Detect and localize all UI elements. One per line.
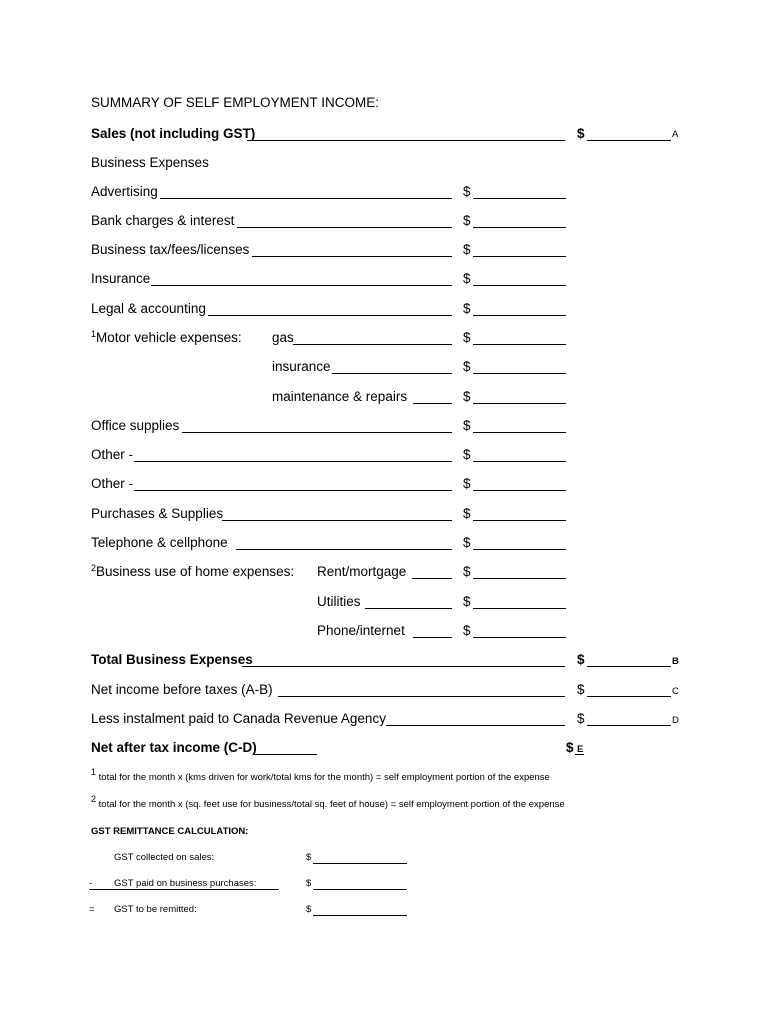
expense-home-rent-line (412, 578, 452, 579)
instalment-label: Less instalment paid to Canada Revenue Agency (91, 711, 386, 726)
instalment-dollar: $ (577, 711, 585, 726)
expense-motor-maintenance-dollar: $ (463, 389, 471, 404)
expense-home-rent-dollar: $ (463, 564, 471, 579)
gst-paid-label: GST paid on business purchases: (114, 878, 257, 889)
expense-tax-label: Business tax/fees/licenses (91, 242, 250, 257)
expense-advertising-amount[interactable] (473, 198, 566, 199)
expense-motor-maintenance-line (413, 403, 452, 404)
total-expenses-label: Total Business Expenses (91, 652, 253, 667)
footnote-2: $^2$ total for the month x (sq. feet use for business/total sq. feet of house) = self employment portion of the expense (91, 794, 565, 810)
expense-tax-amount[interactable] (473, 256, 566, 257)
expense-motor-insurance-label: insurance (272, 359, 331, 374)
net-after-tax-line (254, 754, 317, 755)
expense-other1-line[interactable] (134, 461, 452, 462)
instalment-line (386, 725, 565, 726)
sales-label: Sales (not including GST) (91, 126, 256, 141)
expense-bank-dollar: $ (463, 213, 471, 228)
expense-telephone-dollar: $ (463, 535, 471, 550)
footnote-1: $^1$ total for the month x (kms driven for work/total kms for the month) = self employment portion of the expense (91, 767, 550, 783)
expense-legal-dollar: $ (463, 301, 471, 316)
net-after-tax-label: Net after tax income (C-D) (91, 740, 257, 755)
instalment-amount[interactable] (587, 725, 671, 726)
net-before-tax-code: C (672, 686, 679, 697)
gst-paid-dollar: $ (306, 878, 312, 889)
expense-home-utilities-label: Utilities (317, 594, 361, 609)
expense-telephone-amount[interactable] (473, 549, 566, 550)
expense-legal-amount[interactable] (473, 315, 566, 316)
expense-insurance-line (151, 285, 452, 286)
net-before-tax-label: Net income before taxes (A-B) (91, 682, 273, 697)
expense-home-rent-amount[interactable] (473, 578, 566, 579)
expense-home-phone-dollar: $ (463, 623, 471, 638)
instalment-code: D (672, 715, 679, 726)
expense-motor-maintenance-label: maintenance & repairs (272, 389, 408, 404)
net-after-tax-dollar: $ (566, 740, 574, 755)
expense-insurance-dollar: $ (463, 271, 471, 286)
expense-home-utilities-dollar: $ (463, 594, 471, 609)
expense-motor-label: $^1$Motor vehicle expenses: (91, 329, 242, 345)
business-expenses-heading: Business Expenses (91, 155, 209, 170)
net-before-tax-line (278, 696, 565, 697)
expense-motor-insurance-dollar: $ (463, 359, 471, 374)
expense-purchases-amount[interactable] (473, 520, 566, 521)
gst-remit-prefix: = (89, 904, 95, 915)
expense-other1-label: Other - (91, 447, 134, 462)
net-before-tax-amount[interactable] (587, 696, 671, 697)
page-title: SUMMARY OF SELF EMPLOYMENT INCOME: (91, 95, 380, 110)
expense-home-label: $^2$Business use of home expenses: (91, 563, 295, 579)
expense-advertising-label: Advertising (91, 184, 158, 199)
expense-other2-line[interactable] (134, 490, 452, 491)
gst-collected-dollar: $ (306, 852, 312, 863)
expense-telephone-label: Telephone & cellphone (91, 535, 228, 550)
expense-legal-line (208, 315, 452, 316)
expense-other1-dollar: $ (463, 447, 471, 462)
gst-collected-label: GST collected on sales: (114, 852, 215, 863)
expense-bank-amount[interactable] (473, 227, 566, 228)
total-expenses-amount[interactable] (587, 666, 671, 667)
expense-home-utilities-amount[interactable] (473, 608, 566, 609)
expense-office-amount[interactable] (473, 432, 566, 433)
sales-code: A (672, 129, 679, 140)
expense-home-phone-amount[interactable] (473, 637, 566, 638)
expense-motor-gas-line (293, 344, 452, 345)
net-after-tax-code: E (577, 744, 584, 755)
sales-amount-field[interactable] (587, 140, 671, 141)
expense-insurance-amount[interactable] (473, 285, 566, 286)
gst-collected-amount[interactable] (313, 863, 407, 864)
expense-bank-label: Bank charges & interest (91, 213, 235, 228)
expense-home-phone-line (413, 637, 452, 638)
expense-advertising-line (160, 198, 452, 199)
sales-dollar: $ (577, 126, 585, 141)
expense-other2-dollar: $ (463, 476, 471, 491)
gst-remitted-amount[interactable] (313, 915, 407, 916)
gst-remitted-dollar: $ (306, 904, 312, 915)
total-expenses-dollar: $ (577, 652, 585, 667)
gst-remitted-label: GST to be remitted: (114, 904, 197, 915)
expense-home-utilities-line (365, 608, 452, 609)
gst-paid-prefix: - (89, 878, 93, 889)
total-expenses-line (242, 666, 565, 667)
expense-motor-gas-dollar: $ (463, 330, 471, 345)
gst-paid-amount[interactable] (313, 889, 407, 890)
expense-insurance-label: Insurance (91, 271, 151, 286)
expense-tax-dollar: $ (463, 242, 471, 257)
expense-other2-label: Other - (91, 476, 134, 491)
expense-purchases-dollar: $ (463, 506, 471, 521)
expense-bank-line (237, 227, 452, 228)
expense-purchases-label: Purchases & Supplies (91, 506, 224, 521)
expense-motor-insurance-line (332, 373, 452, 374)
expense-office-dollar: $ (463, 418, 471, 433)
expense-tax-line (252, 256, 452, 257)
expense-office-label: Office supplies (91, 418, 180, 433)
expense-home-rent-label: Rent/mortgage (317, 564, 407, 579)
expense-other2-amount[interactable] (473, 490, 566, 491)
expense-office-line (182, 432, 452, 433)
sales-leader-line (247, 140, 565, 141)
expense-purchases-line (222, 520, 452, 521)
expense-motor-gas-amount[interactable] (473, 344, 566, 345)
expense-motor-maintenance-amount[interactable] (473, 403, 566, 404)
total-expenses-code: B (672, 656, 679, 667)
expense-motor-gas-label: gas (272, 330, 294, 345)
expense-home-phone-label: Phone/internet (317, 623, 405, 638)
expense-legal-label: Legal & accounting (91, 301, 206, 316)
net-before-tax-dollar: $ (577, 682, 585, 697)
expense-telephone-line (236, 549, 452, 550)
expense-other1-amount[interactable] (473, 461, 566, 462)
gst-heading: GST REMITTANCE CALCULATION: (91, 826, 249, 837)
expense-motor-insurance-amount[interactable] (473, 373, 566, 374)
expense-advertising-dollar: $ (463, 184, 471, 199)
